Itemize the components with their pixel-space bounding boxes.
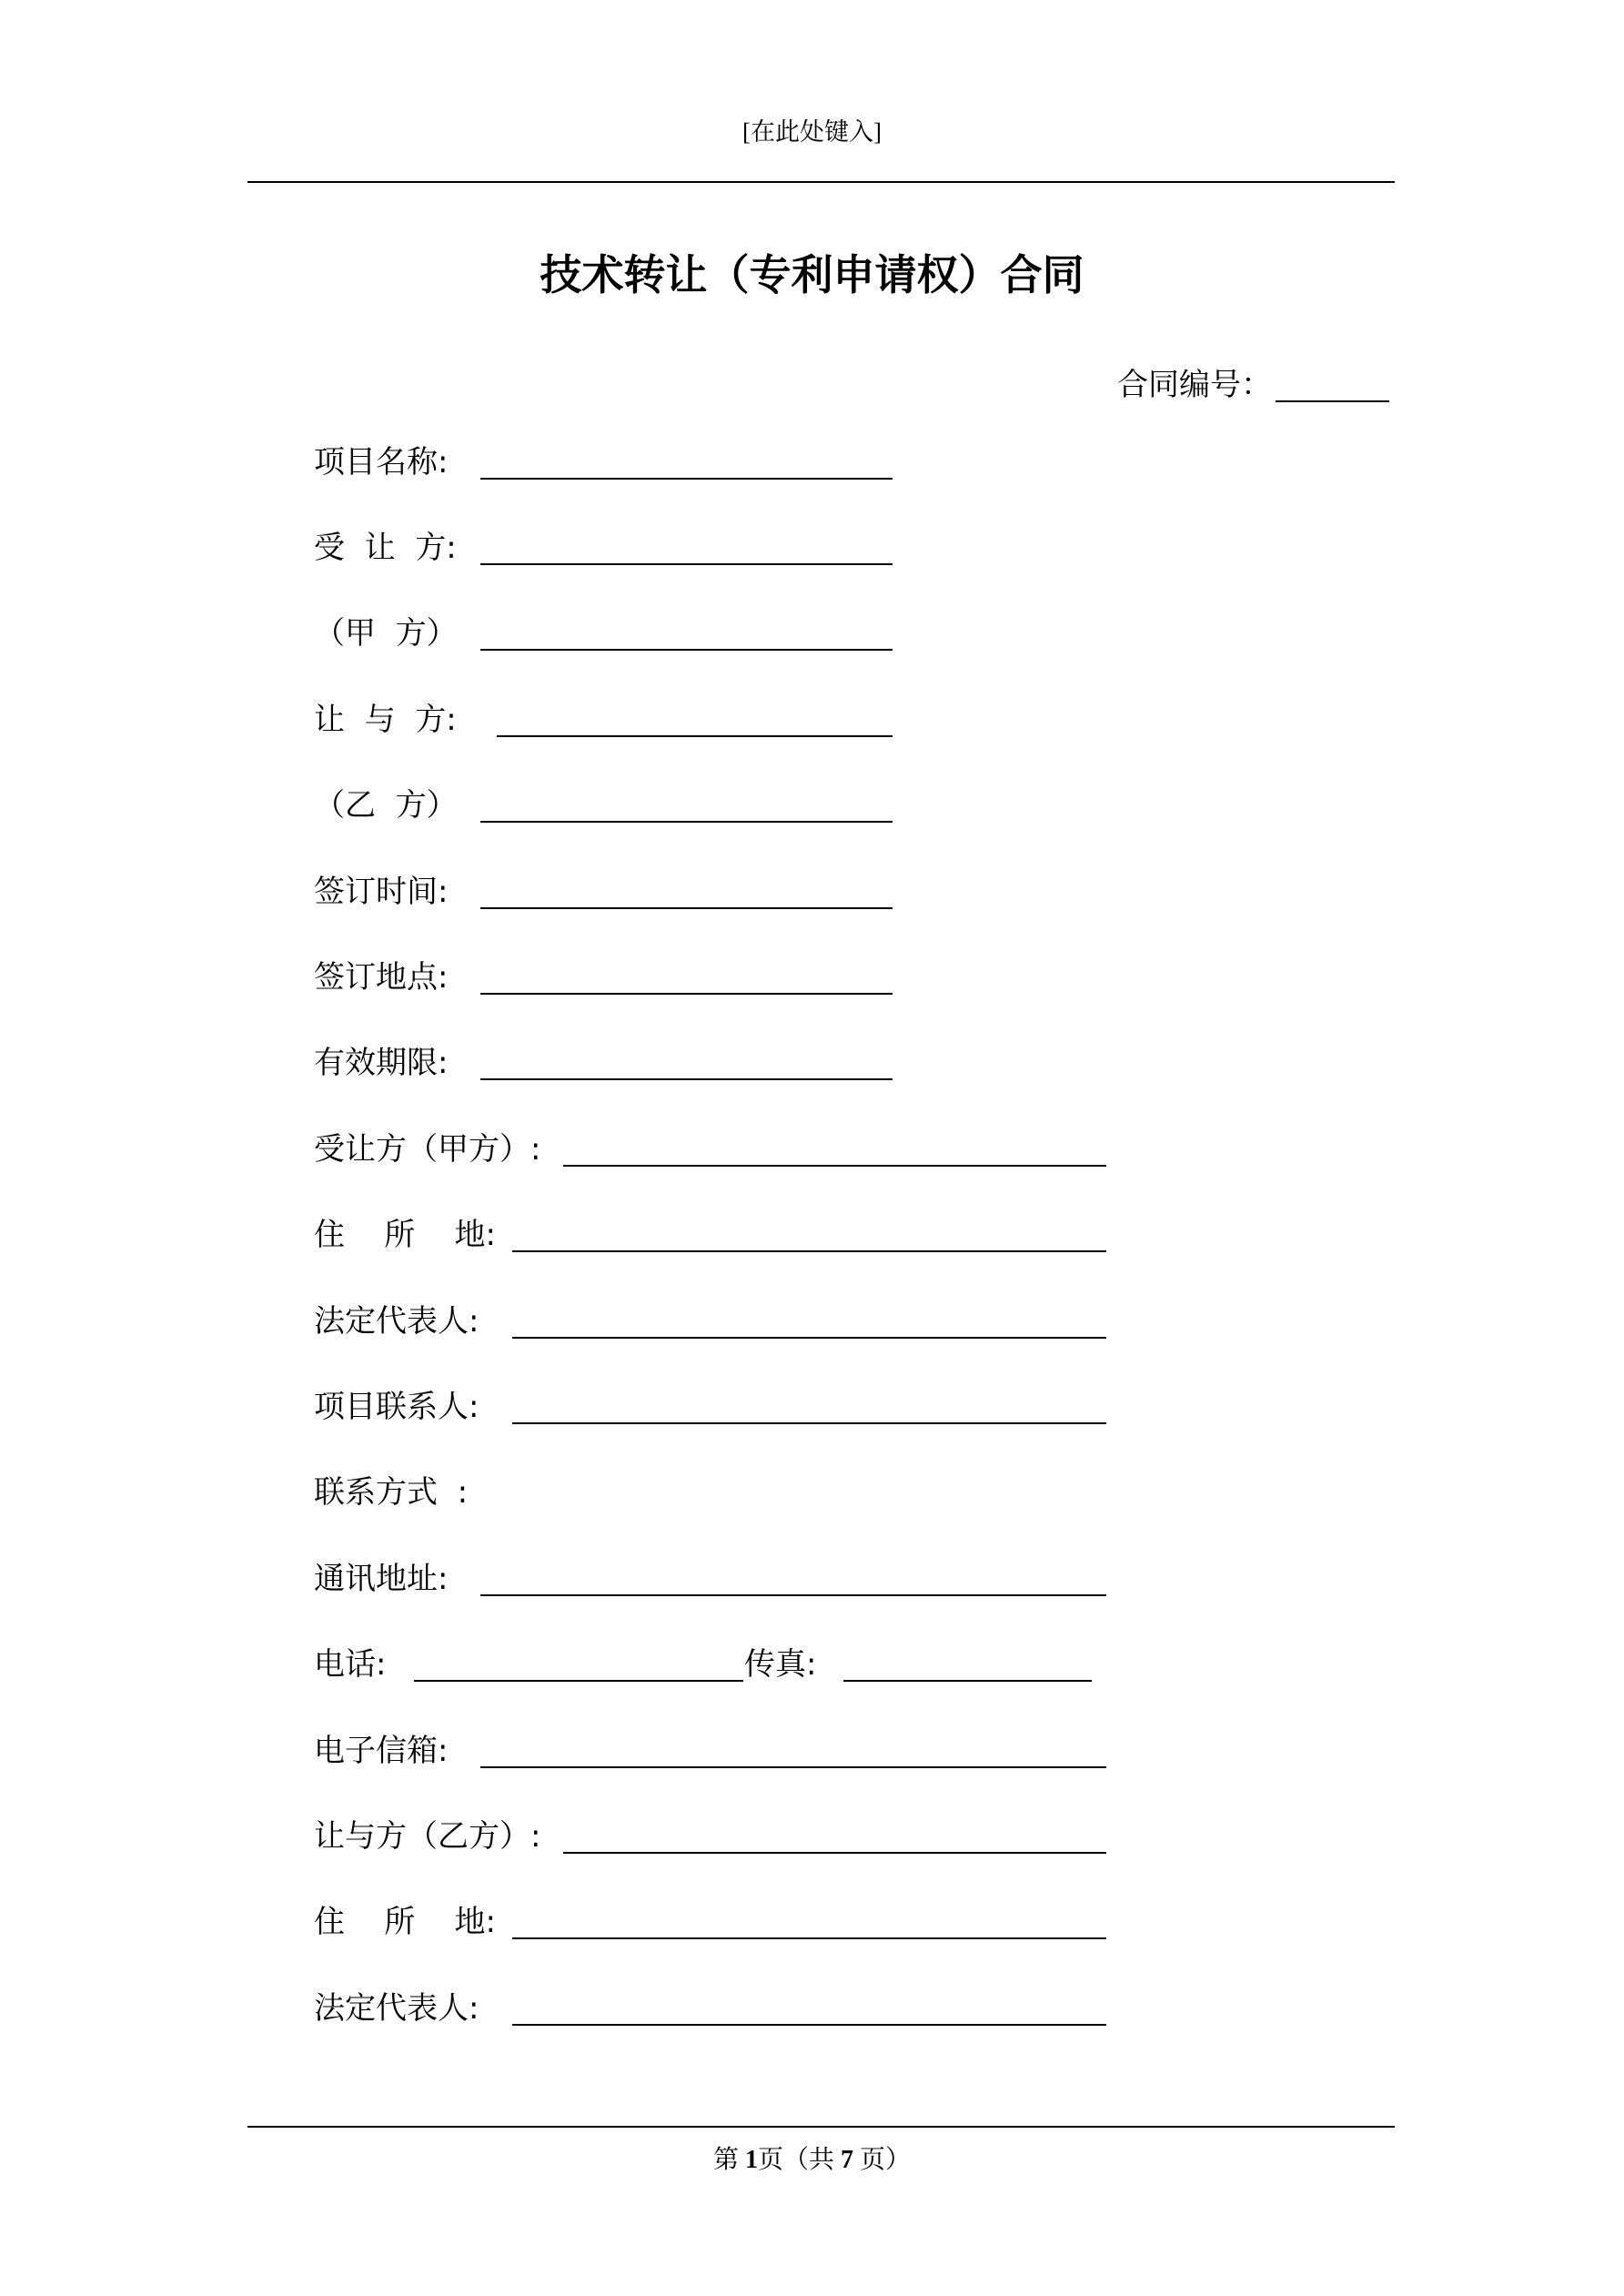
party-a-phone-blank[interactable] [414,1680,743,1682]
transferor-label: 让 与 方: [314,702,457,738]
sign-time-label: 签订时间: [314,874,449,910]
page-current: 1 [744,2146,758,2174]
transferee-label: 受 让 方: [314,530,457,566]
page-prefix: 第 [712,2146,745,2174]
party-a-legal-rep-blank[interactable] [512,1337,1106,1339]
party-a-fax-label: 传真: [744,1646,817,1683]
party-b-legal-rep-label: 法定代表人: [314,1990,479,2027]
party-a-legal-rep-label: 法定代表人: [314,1303,479,1340]
transferor-blank[interactable] [497,735,893,737]
transferor-full-blank[interactable] [563,1852,1106,1854]
sign-place-blank[interactable] [480,993,893,995]
party-b-blank[interactable] [480,821,893,823]
transferee-full-blank[interactable] [563,1165,1106,1167]
party-a-fax-blank[interactable] [843,1680,1092,1682]
footer-rule [247,2126,1395,2128]
party-a-mail-address-label: 通讯地址: [314,1561,449,1597]
page-suffix: 页） [853,2146,912,2174]
party-a-label: （甲 方） [314,615,458,652]
project-name-blank[interactable] [480,478,893,480]
party-a-project-contact-label: 项目联系人: [314,1389,479,1425]
party-a-phone-label: 电话: [314,1646,387,1683]
header-rule [247,181,1395,183]
party-b-address-blank[interactable] [512,1937,1106,1939]
transferee-blank[interactable] [480,563,893,565]
party-b-label: （乙 方） [314,787,458,824]
sign-time-blank[interactable] [480,907,893,909]
party-b-address-label: 住 所 地: [314,1904,496,1940]
page-number [0,2144,1624,2177]
party-a-project-contact-blank[interactable] [512,1422,1106,1424]
party-a-address-blank[interactable] [512,1250,1106,1252]
party-a-email-blank[interactable] [480,1766,1106,1768]
project-name-label: 项目名称: [314,444,449,480]
validity-label: 有效期限: [314,1045,449,1081]
party-b-legal-rep-blank[interactable] [512,2024,1106,2026]
transferor-full-label: 让与方（乙方）: [314,1818,541,1855]
page-total: 7 [841,2146,853,2174]
transferee-full-label: 受让方（甲方）: [314,1131,541,1168]
party-a-mail-address-blank[interactable] [480,1594,1106,1596]
document-title: 技术转让（专利申请权）合同 [540,250,1084,299]
page-middle: 页（共 [757,2146,841,2174]
validity-blank[interactable] [480,1078,893,1080]
contract-number-label: 合同编号： [1117,367,1272,403]
party-a-contact-method-label: 联系方式 : [314,1474,469,1511]
header-placeholder[interactable]: [在此处键入] [742,118,882,146]
party-a-address-label: 住 所 地: [314,1217,496,1253]
party-a-blank[interactable] [480,649,893,651]
party-a-email-label: 电子信箱: [314,1733,449,1769]
contract-number-blank[interactable] [1276,373,1389,402]
sign-place-label: 签订地点: [314,959,449,996]
contract-number [1117,364,1389,406]
